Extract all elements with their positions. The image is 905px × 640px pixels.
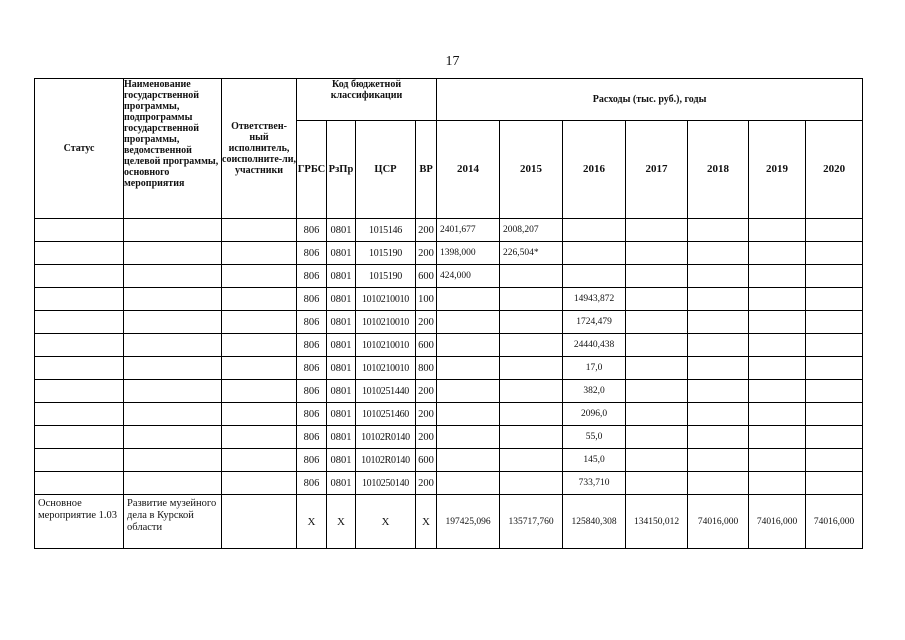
cell-vr: 200: [416, 242, 437, 265]
cell-rzpr: 0801: [327, 357, 356, 380]
cell-csr: 1010210010: [356, 357, 416, 380]
header-year: 2019: [749, 121, 806, 219]
cell-expense-value: [500, 380, 563, 403]
cell-expense-value: 74016,000: [688, 495, 749, 549]
cell-expense-value: 14943,872: [563, 288, 626, 311]
cell-expense-value: 382,0: [563, 380, 626, 403]
cell-expense-value: 1724,479: [563, 311, 626, 334]
cell-responsible: [222, 449, 297, 472]
cell-grbs: 806: [297, 380, 327, 403]
cell-vr: Х: [416, 495, 437, 549]
cell-status: [35, 472, 124, 495]
cell-expense-value: [749, 380, 806, 403]
cell-expense-value: [500, 403, 563, 426]
cell-program-name: [124, 242, 222, 265]
cell-grbs: 806: [297, 311, 327, 334]
header-program-name: Наименование государственной программы, подпрограммы государственной программы, ведомственной целевой программы, основного мероприятия: [124, 79, 222, 219]
header-budget-code: Код бюджетной классификации: [297, 79, 437, 121]
cell-program-name: [124, 403, 222, 426]
table-row: [35, 403, 863, 426]
cell-expense-value: [500, 426, 563, 449]
cell-grbs: 806: [297, 334, 327, 357]
cell-expense-value: [749, 449, 806, 472]
cell-expense-value: [626, 334, 688, 357]
cell-expense-value: [437, 288, 500, 311]
cell-vr: 200: [416, 472, 437, 495]
cell-expense-value: [437, 472, 500, 495]
cell-rzpr: 0801: [327, 219, 356, 242]
cell-responsible: [222, 219, 297, 242]
header-responsible: Ответствен-ный исполнитель, соисполните-ли, участники: [222, 79, 297, 219]
cell-expense-value: [437, 311, 500, 334]
cell-program-name: [124, 380, 222, 403]
cell-expense-value: 733,710: [563, 472, 626, 495]
cell-status: [35, 380, 124, 403]
cell-expense-value: [626, 449, 688, 472]
header-rzpr: РзПр: [327, 121, 356, 219]
header-grbs: ГРБС: [297, 121, 327, 219]
cell-rzpr: 0801: [327, 288, 356, 311]
cell-responsible: [222, 426, 297, 449]
table-row: [35, 219, 863, 242]
cell-program-name: [124, 311, 222, 334]
cell-status: [35, 311, 124, 334]
cell-expense-value: [688, 472, 749, 495]
cell-csr: 1010210010: [356, 288, 416, 311]
cell-expense-value: [626, 472, 688, 495]
cell-program-name: [124, 472, 222, 495]
cell-rzpr: 0801: [327, 242, 356, 265]
table-row: [35, 311, 863, 334]
cell-expense-value: [688, 357, 749, 380]
cell-status: [35, 288, 124, 311]
cell-expense-value: 135717,760: [500, 495, 563, 549]
cell-csr: 1015146: [356, 219, 416, 242]
cell-responsible: [222, 403, 297, 426]
cell-vr: 100: [416, 288, 437, 311]
cell-expense-value: [437, 380, 500, 403]
cell-expense-value: 74016,000: [806, 495, 863, 549]
cell-grbs: 806: [297, 403, 327, 426]
cell-expense-value: [688, 449, 749, 472]
cell-expense-value: [806, 472, 863, 495]
cell-status: [35, 357, 124, 380]
cell-expense-value: [688, 265, 749, 288]
cell-expense-value: [749, 219, 806, 242]
cell-grbs: 806: [297, 472, 327, 495]
header-year: 2015: [500, 121, 563, 219]
cell-grbs: 806: [297, 242, 327, 265]
cell-expense-value: [749, 426, 806, 449]
cell-program-name: [124, 334, 222, 357]
header-year: 2020: [806, 121, 863, 219]
cell-expense-value: [749, 334, 806, 357]
cell-csr: 1010210010: [356, 334, 416, 357]
cell-expense-value: [626, 242, 688, 265]
cell-expense-value: [688, 426, 749, 449]
cell-expense-value: 424,000: [437, 265, 500, 288]
header-status: Статус: [35, 79, 124, 219]
cell-expense-value: [806, 426, 863, 449]
cell-expense-value: 17,0: [563, 357, 626, 380]
cell-grbs: Х: [297, 495, 327, 549]
cell-expense-value: [806, 357, 863, 380]
cell-vr: 200: [416, 380, 437, 403]
cell-vr: 200: [416, 311, 437, 334]
cell-expense-value: [806, 219, 863, 242]
cell-expense-value: 1398,000: [437, 242, 500, 265]
cell-expense-value: [806, 265, 863, 288]
cell-expense-value: [806, 334, 863, 357]
cell-vr: 200: [416, 219, 437, 242]
table-row: [35, 449, 863, 472]
cell-responsible: [222, 265, 297, 288]
cell-expense-value: [749, 472, 806, 495]
header-year: 2018: [688, 121, 749, 219]
cell-expense-value: [626, 426, 688, 449]
cell-expense-value: [688, 403, 749, 426]
cell-csr: 1010251460: [356, 403, 416, 426]
cell-rzpr: 0801: [327, 426, 356, 449]
cell-responsible: [222, 357, 297, 380]
cell-program-name: [124, 219, 222, 242]
cell-responsible: [222, 380, 297, 403]
cell-responsible: [222, 311, 297, 334]
cell-expense-value: [500, 334, 563, 357]
cell-rzpr: 0801: [327, 403, 356, 426]
cell-csr: 10102R0140: [356, 449, 416, 472]
cell-expense-value: [563, 219, 626, 242]
budget-table: [34, 78, 863, 549]
cell-responsible: [222, 495, 297, 549]
cell-grbs: 806: [297, 288, 327, 311]
cell-program-name: [124, 449, 222, 472]
table-row: [35, 426, 863, 449]
cell-expense-value: 197425,096: [437, 495, 500, 549]
cell-grbs: 806: [297, 219, 327, 242]
cell-expense-value: [806, 311, 863, 334]
cell-program-name: [124, 288, 222, 311]
cell-expense-value: [500, 311, 563, 334]
cell-csr: 1010250140: [356, 472, 416, 495]
cell-csr: Х: [356, 495, 416, 549]
cell-expense-value: [688, 219, 749, 242]
cell-csr: 1010210010: [356, 311, 416, 334]
cell-expense-value: [749, 311, 806, 334]
cell-expense-value: [500, 357, 563, 380]
cell-rzpr: 0801: [327, 380, 356, 403]
cell-responsible: [222, 334, 297, 357]
cell-expense-value: [437, 357, 500, 380]
cell-expense-value: [806, 449, 863, 472]
cell-status: [35, 334, 124, 357]
cell-expense-value: [749, 265, 806, 288]
cell-status: [35, 219, 124, 242]
cell-expense-value: 74016,000: [749, 495, 806, 549]
table-row: [35, 265, 863, 288]
table-row: [35, 242, 863, 265]
cell-expense-value: [500, 472, 563, 495]
cell-expense-value: [500, 449, 563, 472]
cell-grbs: 806: [297, 449, 327, 472]
cell-expense-value: [626, 403, 688, 426]
cell-expense-value: [626, 311, 688, 334]
cell-expense-value: [626, 357, 688, 380]
table-row: [35, 380, 863, 403]
cell-status: [35, 242, 124, 265]
cell-expense-value: [749, 403, 806, 426]
cell-rzpr: 0801: [327, 311, 356, 334]
cell-expense-value: [563, 265, 626, 288]
cell-expense-value: [688, 242, 749, 265]
table-row: [35, 334, 863, 357]
cell-expense-value: [688, 334, 749, 357]
cell-expense-value: 125840,308: [563, 495, 626, 549]
cell-grbs: 806: [297, 426, 327, 449]
cell-program-name: [124, 265, 222, 288]
header-year: 2016: [563, 121, 626, 219]
cell-expense-value: 134150,012: [626, 495, 688, 549]
cell-status: Основное мероприятие 1.03: [35, 495, 124, 549]
cell-grbs: 806: [297, 265, 327, 288]
table-row-main-activity: [35, 495, 863, 549]
cell-expense-value: [500, 265, 563, 288]
table-row: [35, 472, 863, 495]
cell-expense-value: [806, 403, 863, 426]
cell-rzpr: 0801: [327, 334, 356, 357]
cell-expense-value: [806, 288, 863, 311]
cell-expense-value: 55,0: [563, 426, 626, 449]
header-year: 2014: [437, 121, 500, 219]
cell-status: [35, 403, 124, 426]
cell-program-name: [124, 426, 222, 449]
table-row: [35, 357, 863, 380]
cell-expense-value: [437, 426, 500, 449]
cell-program-name: [124, 357, 222, 380]
cell-expense-value: [563, 242, 626, 265]
cell-expense-value: [500, 288, 563, 311]
cell-rzpr: Х: [327, 495, 356, 549]
cell-vr: 800: [416, 357, 437, 380]
cell-grbs: 806: [297, 357, 327, 380]
cell-expense-value: [437, 334, 500, 357]
cell-responsible: [222, 472, 297, 495]
cell-vr: 200: [416, 403, 437, 426]
cell-expense-value: [749, 357, 806, 380]
cell-expense-value: [437, 449, 500, 472]
cell-expense-value: 145,0: [563, 449, 626, 472]
cell-rzpr: 0801: [327, 265, 356, 288]
cell-status: [35, 265, 124, 288]
cell-vr: 600: [416, 265, 437, 288]
cell-status: [35, 426, 124, 449]
cell-expense-value: [806, 242, 863, 265]
cell-csr: 10102R0140: [356, 426, 416, 449]
cell-expense-value: [626, 219, 688, 242]
cell-expense-value: [688, 380, 749, 403]
page-number: 17: [445, 54, 460, 69]
cell-expense-value: 2008,207: [500, 219, 563, 242]
cell-expense-value: [437, 403, 500, 426]
table-row: [35, 288, 863, 311]
cell-expense-value: [626, 288, 688, 311]
cell-csr: 1015190: [356, 265, 416, 288]
cell-expense-value: [749, 242, 806, 265]
cell-vr: 600: [416, 449, 437, 472]
cell-expense-value: [688, 311, 749, 334]
cell-csr: 1010251440: [356, 380, 416, 403]
cell-responsible: [222, 288, 297, 311]
header-csr: ЦСР: [356, 121, 416, 219]
cell-status: [35, 449, 124, 472]
cell-expense-value: [688, 288, 749, 311]
cell-vr: 200: [416, 426, 437, 449]
header-vr: ВР: [416, 121, 437, 219]
cell-expense-value: 24440,438: [563, 334, 626, 357]
cell-expense-value: 2401,677: [437, 219, 500, 242]
cell-expense-value: [806, 380, 863, 403]
cell-expense-value: [626, 265, 688, 288]
cell-expense-value: [626, 380, 688, 403]
cell-responsible: [222, 242, 297, 265]
cell-expense-value: [749, 288, 806, 311]
cell-program-name: Развитие музейного дела в Курской области: [124, 495, 222, 549]
cell-expense-value: 226,504*: [500, 242, 563, 265]
cell-expense-value: 2096,0: [563, 403, 626, 426]
cell-rzpr: 0801: [327, 472, 356, 495]
header-year: 2017: [626, 121, 688, 219]
cell-vr: 600: [416, 334, 437, 357]
cell-rzpr: 0801: [327, 449, 356, 472]
header-expenses: Расходы (тыс. руб.), годы: [437, 79, 863, 121]
cell-csr: 1015190: [356, 242, 416, 265]
